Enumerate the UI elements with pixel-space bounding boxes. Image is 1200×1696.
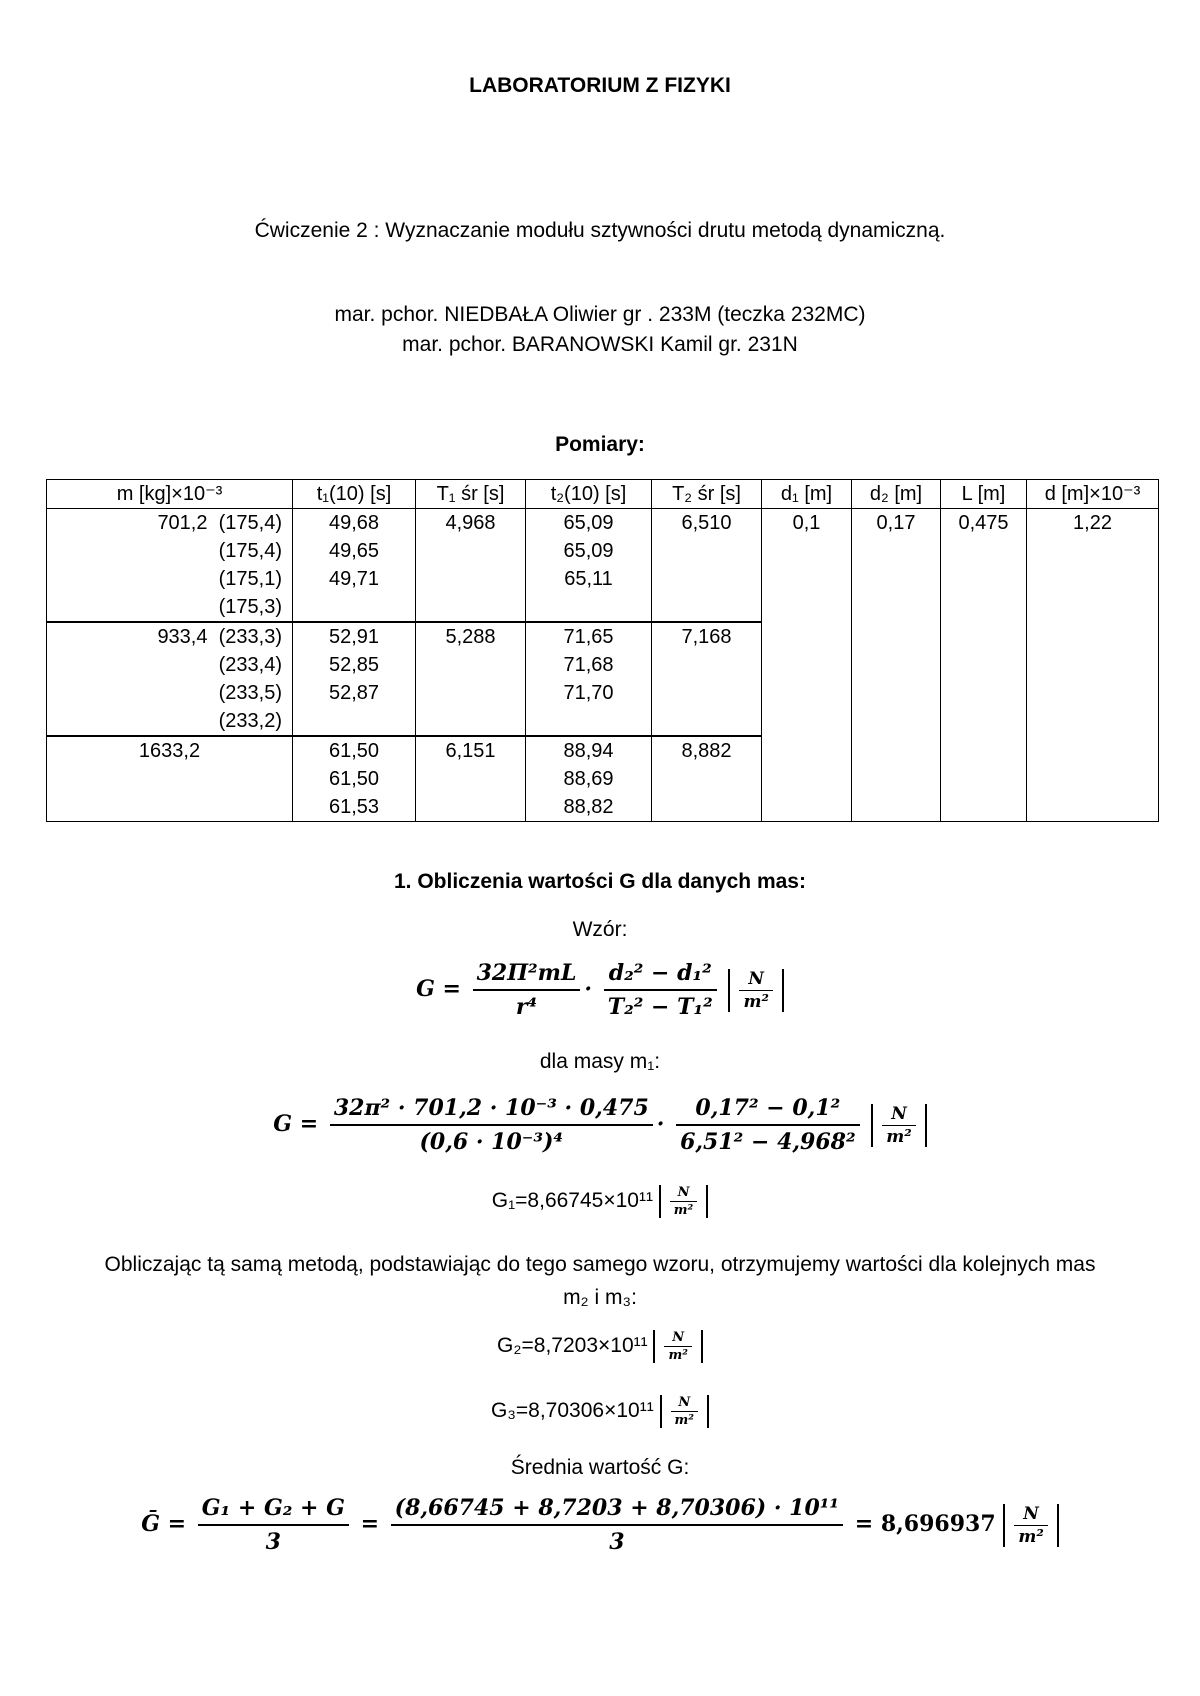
substituted-formula: G = $\frac{\text{32π² · 701,2 · 10⁻³ · 0,475}}{\text{(0,6 · 10⁻³)⁴}}$ · $\frac{\text{0,17² − 0,1²}}{\text{6,51² − 4,968²}}$ $\frac{N}{\text{m²}}$ xyxy=(0,1095,1200,1155)
t1-value: 49,65 xyxy=(328,540,380,562)
table-row xyxy=(47,509,1159,623)
col-header-T2: T₂ śr [s] xyxy=(652,480,762,509)
mass-cell xyxy=(47,622,293,736)
t1-value: 61,50 xyxy=(328,740,380,762)
t2-value: 71,68 xyxy=(563,654,614,676)
col-header-d2: d₂ [m] xyxy=(852,480,941,509)
measurements-table xyxy=(46,479,1159,822)
t2-value: 65,11 xyxy=(564,568,613,590)
g1-result: G₁=8,66745×10¹¹ $\frac{N}{\text{m²}}$ xyxy=(0,1185,1200,1218)
g2-result: G₂=8,7203×10¹¹ $\frac{N}{\text{m²}}$ xyxy=(0,1330,1200,1363)
exercise-title: Ćwiczenie 2 : Wyznaczanie modułu sztywności drutu metodą dynamiczną. xyxy=(254,219,946,242)
mean-value: 8,696937 xyxy=(880,1511,996,1537)
t2-value: 88,69 xyxy=(563,768,614,790)
L-cell: 0,475 xyxy=(941,509,1027,822)
mass-part: (233,3) xyxy=(218,626,282,648)
t2-value: 71,70 xyxy=(563,682,614,704)
t1-value: 61,53 xyxy=(328,796,380,818)
col-header-t2: t₂(10) [s] xyxy=(526,480,652,509)
T1-cell: 6,151 xyxy=(416,736,526,822)
col-header-d: d [m]×10⁻³ xyxy=(1027,480,1159,509)
d2-cell: 0,17 xyxy=(852,509,941,822)
t2-value: 65,09 xyxy=(563,540,614,562)
formula-label: Wzór: xyxy=(572,918,628,941)
T1-cell: 5,288 xyxy=(416,622,526,736)
general-formula: G = $\frac{\text{32Π²mL}}{\text{r⁴}}$ · $\frac{\text{d₂² − d₁²}}{\text{T₂² − T₁²}}$ $\frac{N}{\text{m²}}$ xyxy=(0,960,1200,1020)
t1-cell xyxy=(293,509,416,623)
g3-value: G₃=8,70306×10¹¹ xyxy=(491,1399,654,1423)
col-header-d1: d₁ [m] xyxy=(762,480,852,509)
col-header-mass: m [kg]×10⁻³ xyxy=(47,480,293,509)
t1-cell xyxy=(293,622,416,736)
t1-cell xyxy=(293,736,416,822)
d-cell: 1,22 xyxy=(1027,509,1159,822)
t1-value: 49,71 xyxy=(328,568,380,590)
d1-cell: 0,1 xyxy=(762,509,852,822)
mass-part: (233,5) xyxy=(218,682,282,704)
t1-value: 52,87 xyxy=(328,682,380,704)
mass-part: (233,2) xyxy=(218,710,282,732)
g3-result: G₃=8,70306×10¹¹ $\frac{N}{\text{m²}}$ xyxy=(0,1395,1200,1428)
mass-part: (175,3) xyxy=(218,596,282,618)
method-paragraph: Obliczając tą samą metodą, podstawiając do tego samego wzoru, otrzymujemy wartości dla kolejnych mas m₂ i m₃: xyxy=(104,1253,1096,1309)
mean-label: Średnia wartość G: xyxy=(510,1456,690,1479)
t1-value: 49,68 xyxy=(328,512,380,534)
t1-value: 61,50 xyxy=(328,768,380,790)
mean-formula: Ḡ = $\frac{\text{G₁ + G₂ + G}}{3}$ = $\frac{\text{(8,66745 + 8,7203 + 8,70306) · 10¹¹}}{3}$ = 8,696937 $\frac{N}{\text{m²}}$ xyxy=(0,1495,1200,1555)
t2-cell xyxy=(526,736,652,822)
mass-value: 933,4 xyxy=(157,626,208,648)
mass-value: 701,2 xyxy=(157,512,208,534)
T2-cell: 8,882 xyxy=(652,736,762,822)
measurements-heading: Pomiary: xyxy=(555,433,645,456)
T2-cell: 7,168 xyxy=(652,622,762,736)
g2-value: G₂=8,7203×10¹¹ xyxy=(497,1334,648,1358)
t2-value: 71,65 xyxy=(563,626,614,648)
t1-value: 52,91 xyxy=(328,626,380,648)
mass-cell: 1633,2 xyxy=(47,736,293,822)
t1-value: 52,85 xyxy=(328,654,380,676)
mass-part: (175,4) xyxy=(218,512,282,534)
g1-value: G₁=8,66745×10¹¹ xyxy=(491,1189,653,1213)
t2-cell xyxy=(526,509,652,623)
mass-part: (233,4) xyxy=(218,654,282,676)
t2-cell xyxy=(526,622,652,736)
T2-cell: 6,510 xyxy=(652,509,762,623)
author-2: mar. pchor. BARANOWSKI Kamil gr. 231N xyxy=(402,333,798,356)
page-title: LABORATORIUM Z FIZYKI xyxy=(469,74,731,97)
t2-value: 88,94 xyxy=(563,740,614,762)
table-header-row xyxy=(47,480,1159,509)
T1-cell: 4,968 xyxy=(416,509,526,623)
mass-part: (175,4) xyxy=(218,540,282,562)
t2-value: 65,09 xyxy=(563,512,614,534)
col-header-L: L [m] xyxy=(941,480,1027,509)
method-text xyxy=(100,1248,1100,1314)
mass-part: (175,1) xyxy=(218,568,282,590)
mass-cell xyxy=(47,509,293,623)
author-1: mar. pchor. NIEDBAŁA Oliwier gr . 233M (teczka 232MC) xyxy=(334,303,866,326)
col-header-t1: t₁(10) [s] xyxy=(293,480,416,509)
section-heading: 1. Obliczenia wartości G dla danych mas: xyxy=(394,870,806,893)
t2-value: 88,82 xyxy=(563,796,614,818)
col-header-T1: T₁ śr [s] xyxy=(416,480,526,509)
for-mass-label: dla masy m₁: xyxy=(539,1050,661,1073)
